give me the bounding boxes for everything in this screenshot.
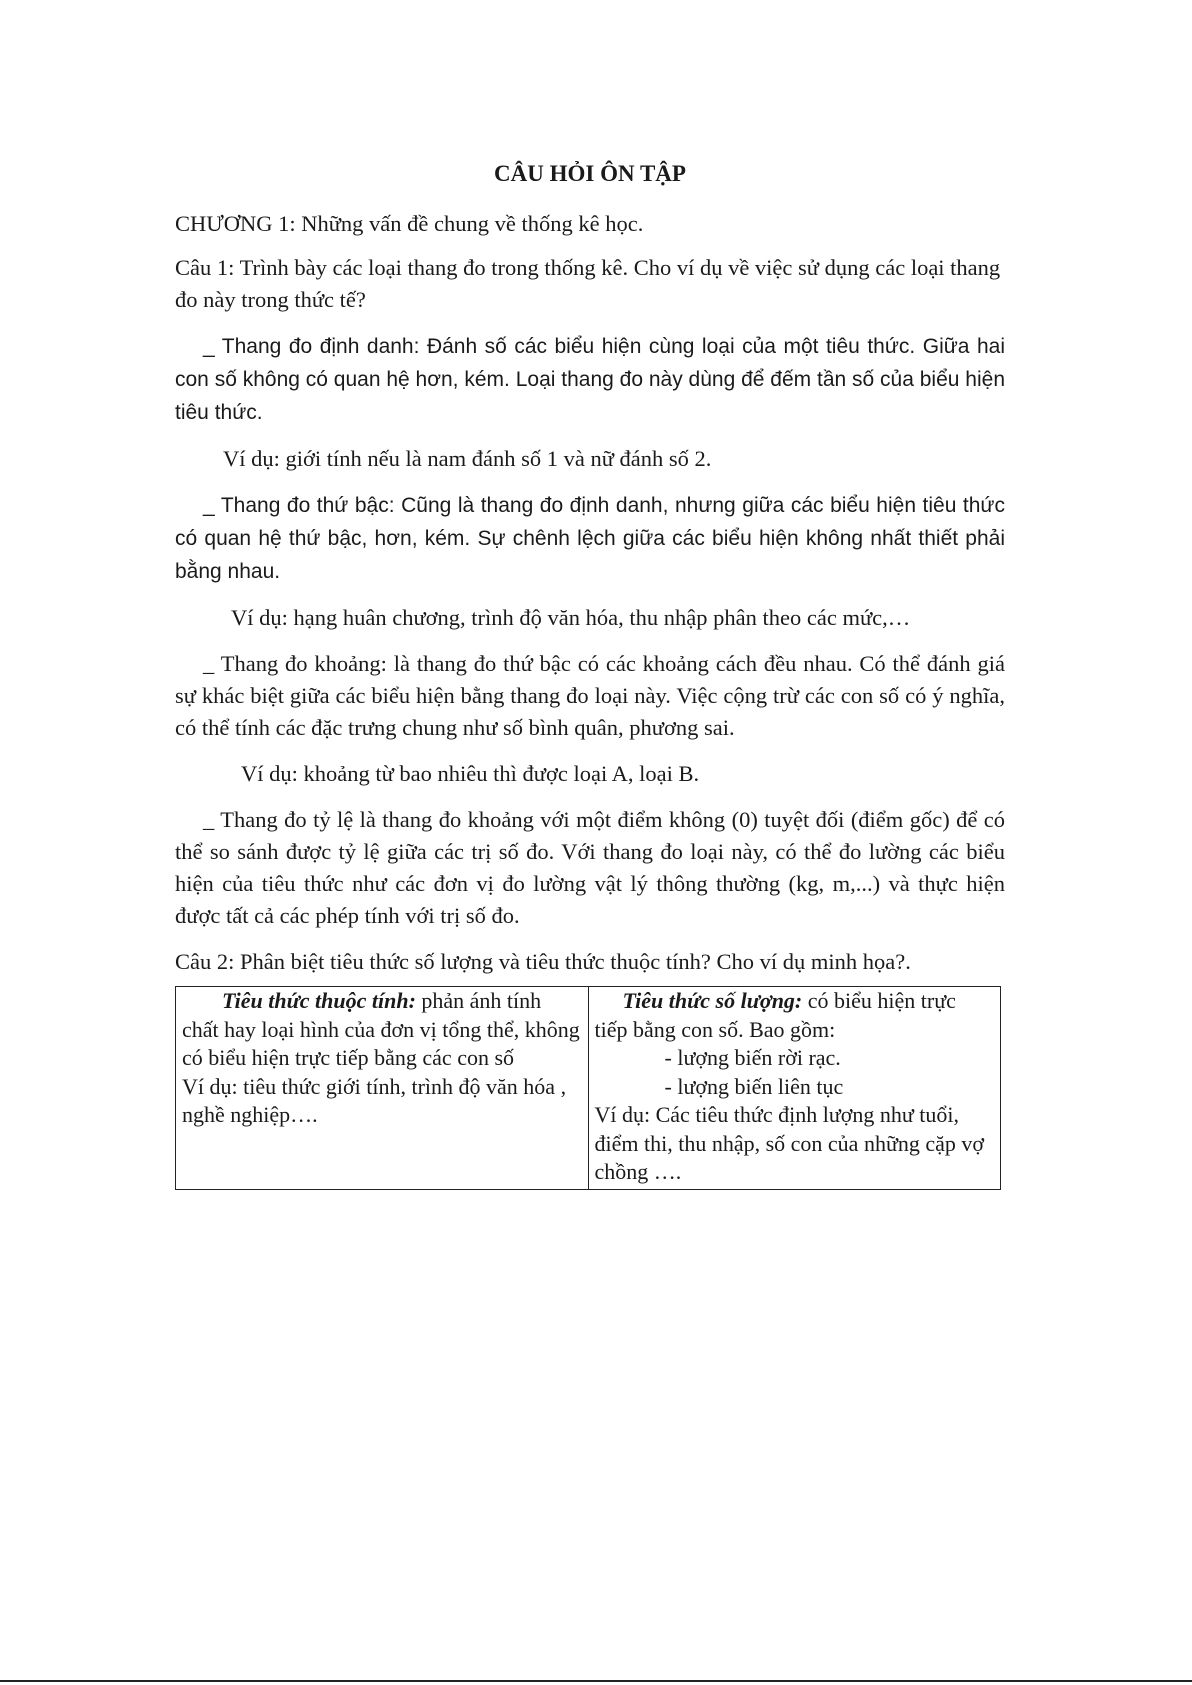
example-ordinal: Ví dụ: hạng huân chương, trình độ văn hóa, thu nhập phân theo các mức,… bbox=[231, 605, 911, 630]
qualitative-definition bbox=[182, 987, 582, 1073]
quantitative-cell bbox=[588, 987, 1001, 1190]
scale-nominal: _ Thang đo định danh: Đánh số các biểu hiện cùng loại của một tiêu thức. Giữa hai con số không có quan hệ hơn, kém. Loại thang đo này dùng để đếm tần số của biểu hiện tiêu thức. bbox=[175, 335, 1005, 424]
example-interval: Ví dụ: khoảng từ bao nhiêu thì được loại A, loại B. bbox=[241, 761, 700, 786]
continuous-variable: - lượng biến liên tục bbox=[664, 1073, 844, 1099]
qualitative-desc: phản ánh tính chất hay loại hình của đơn vị tổng thể, không có biểu hiện trực tiếp bằng các con số bbox=[182, 988, 580, 1070]
quantitative-desc: có biểu hiện trực tiếp bằng con số. Bao gồm: bbox=[594, 988, 956, 1042]
chapter-heading: CHƯƠNG 1: Những vấn đề chung về thống kê học. bbox=[175, 211, 644, 236]
example-nominal: Ví dụ: giới tính nếu là nam đánh số 1 và nữ đánh số 2. bbox=[223, 446, 712, 471]
quantitative-example: Ví dụ: Các tiêu thức định lượng như tuổi, điểm thi, thu nhập, số con của những cặp vợ chồng …. bbox=[594, 1102, 985, 1184]
comparison-table bbox=[175, 986, 1001, 1190]
quantitative-definition bbox=[595, 987, 995, 1044]
discrete-variable: - lượng biến rời rạc. bbox=[664, 1045, 841, 1070]
scale-ordinal: _ Thang đo thứ bậc: Cũng là thang đo định danh, nhưng giữa các biểu hiện tiêu thức có quan hệ thứ bậc, hơn, kém. Sự chênh lệch giữa các biểu hiện không nhất thiết phải bằng nhau. bbox=[175, 494, 1005, 583]
question-1: Câu 1: Trình bày các loại thang đo trong thống kê. Cho ví dụ về việc sử dụng các loại thang đo này trong thức tế? bbox=[175, 255, 1001, 312]
scale-interval: _ Thang đo khoảng: là thang đo thứ bậc có các khoảng cách đều nhau. Có thể đánh giá sự khác biệt giữa các biểu hiện bằng thang đo loại này. Việc cộng trừ các con số có ý nghĩa, có thể tính các đặc trưng chung như số bình quân, phương sai. bbox=[175, 651, 1005, 740]
quantitative-term: Tiêu thức số lượng: bbox=[622, 988, 803, 1013]
table-row bbox=[176, 987, 1001, 1190]
document-page bbox=[175, 150, 1005, 1190]
qualitative-example: Ví dụ: tiêu thức giới tính, trình độ văn hóa , nghề nghiệp…. bbox=[182, 1073, 567, 1127]
document-title: CÂU HỎI ÔN TẬP bbox=[494, 161, 686, 186]
page-bottom-rule bbox=[0, 1680, 1192, 1682]
qualitative-term: Tiêu thức thuộc tính: bbox=[222, 988, 416, 1013]
question-2: Câu 2: Phân biệt tiêu thức số lượng và tiêu thức thuộc tính? Cho ví dụ minh họa?. bbox=[175, 949, 911, 974]
qualitative-cell bbox=[176, 987, 589, 1190]
scale-ratio: _ Thang đo tỷ lệ là thang đo khoảng với một điểm không (0) tuyệt đối (điểm gốc) để có thể so sánh được tỷ lệ giữa các trị số đo. Với thang đo loại này, có thể đo lường các biểu hiện của tiêu thức như các đơn vị đo lường vật lý thông thường (kg, m,...) và thực hiện được tất cả các phép tính với trị số đo. bbox=[175, 807, 1005, 928]
